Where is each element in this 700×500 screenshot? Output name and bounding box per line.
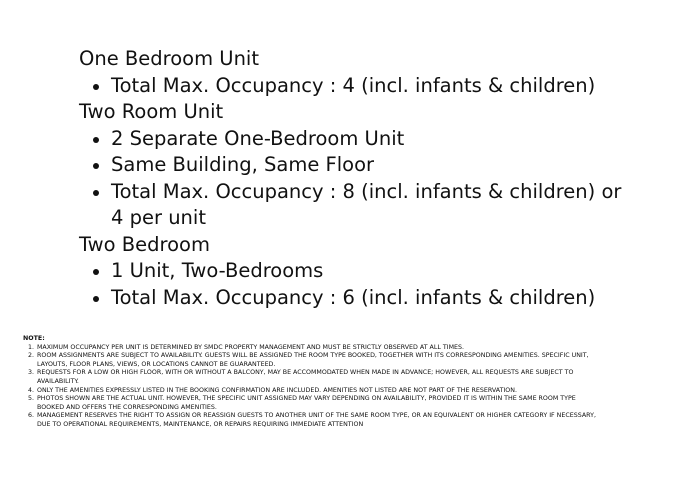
- note-item: [23, 352, 683, 369]
- unit-block-two-bedroom: [79, 232, 679, 312]
- note-text: REQUESTS FOR A LOW OR HIGH FLOOR, WITH OR WITHOUT A BALCONY, MAY BE ACCOMMODATED WHEN MADE IN ADVANCE; HOWEVER, ALL REQUESTS ARE SUBJECT TO: [37, 369, 574, 377]
- note-number: 3.: [28, 369, 35, 377]
- unit-feature-text: Total Max. Occupancy : 4 (incl. infants & children): [111, 73, 596, 97]
- note-number: 2.: [28, 352, 35, 360]
- unit-block-two-room: [79, 99, 679, 232]
- unit-feature-item: [79, 73, 679, 100]
- unit-heading: Two Room Unit: [79, 100, 224, 123]
- unit-feature-text: Same Building, Same Floor: [111, 153, 375, 176]
- bullet-icon: [93, 84, 99, 90]
- note-text-continued: BOOKED AND OFFERS THE CORRESPONDING AMENITIES.: [37, 403, 217, 411]
- note-item: [23, 387, 683, 396]
- note-number: 6.: [28, 412, 35, 420]
- unit-feature-item: [79, 152, 679, 179]
- notes-list: [23, 344, 683, 430]
- unit-features-list: [79, 73, 679, 100]
- note-text-continued: LAYOUTS, FLOOR PLANS, VIEWS, OR LOCATIONS CANNOT BE GUARANTEED.: [37, 360, 276, 368]
- unit-block-one-bedroom: [79, 46, 679, 99]
- unit-feature-text: Total Max. Occupancy : 8 (incl. infants & children) or: [111, 179, 622, 203]
- unit-feature-item: [79, 179, 679, 232]
- note-number: 4.: [28, 386, 35, 394]
- unit-feature-text: Total Max. Occupancy : 6 (incl. infants & children): [111, 285, 596, 309]
- unit-feature-item: [79, 285, 679, 312]
- bullet-icon: [93, 137, 99, 143]
- unit-feature-text: 1 Unit, Two-Bedrooms: [111, 259, 324, 282]
- unit-feature-text: 2 Separate One-Bedroom Unit: [111, 126, 405, 150]
- unit-heading: Two Bedroom: [79, 232, 210, 256]
- notes-section: [23, 335, 683, 430]
- bullet-icon: [93, 269, 99, 275]
- unit-feature-text-continued: 4 per unit: [111, 206, 206, 229]
- bullet-icon: [93, 163, 99, 169]
- unit-heading: One Bedroom Unit: [79, 47, 259, 70]
- unit-feature-item: [79, 126, 679, 153]
- note-text: MAXIMUM OCCUPANCY PER UNIT IS DETERMINED BY SMDC PROPERTY MANAGEMENT AND MUST BE STRICTLY OBSERVED AT ALL TIMES.: [37, 343, 464, 351]
- bullet-icon: [93, 296, 99, 302]
- note-item: [23, 369, 683, 386]
- note-text-continued: DUE TO OPERATIONAL REQUIREMENTS, MAINTENANCE, OR REPAIRS REQUIRING IMMEDIATE ATTENTION: [37, 420, 364, 428]
- notes-title: NOTE:: [23, 335, 45, 342]
- bullet-icon: [93, 190, 99, 196]
- unit-features-list: [79, 258, 679, 311]
- note-number: 5.: [28, 395, 35, 403]
- note-text-continued: AVAILABILITY.: [37, 377, 79, 385]
- note-number: 1.: [28, 343, 35, 351]
- note-item: [23, 412, 683, 429]
- unit-features-list: [79, 126, 679, 232]
- note-text: MANAGEMENT RESERVES THE RIGHT TO ASSIGN OR REASSIGN GUESTS TO ANOTHER UNIT OF THE SAME ROOM TYPE, OR AN EQUIVALENT OR HIGHER CATEGORY IF NECESSARY,: [37, 412, 596, 420]
- note-item: [23, 395, 683, 412]
- note-text: ROOM ASSIGNMENTS ARE SUBJECT TO AVAILABILITY. GUESTS WILL BE ASSIGNED THE ROOM TYPE BOOKED, TOGETHER WITH ITS CORRESPONDING AMENITIES. SPECIFIC UNIT,: [37, 352, 589, 360]
- note-text: PHOTOS SHOWN ARE THE ACTUAL UNIT. HOWEVER, THE SPECIFIC UNIT ASSIGNED MAY VARY DEPENDING ON AVAILABILITY, PROVIDED IT IS WITHIN THE SAME ROOM TYPE: [37, 395, 576, 403]
- note-text: ONLY THE AMENITIES EXPRESSLY LISTED IN THE BOOKING CONFIRMATION ARE INCLUDED. AMENITIES NOT LISTED ARE NOT PART OF THE RESERVATION.: [37, 386, 517, 394]
- note-item: [23, 344, 683, 353]
- unit-feature-item: [79, 258, 679, 285]
- unit-types-section: [79, 46, 679, 311]
